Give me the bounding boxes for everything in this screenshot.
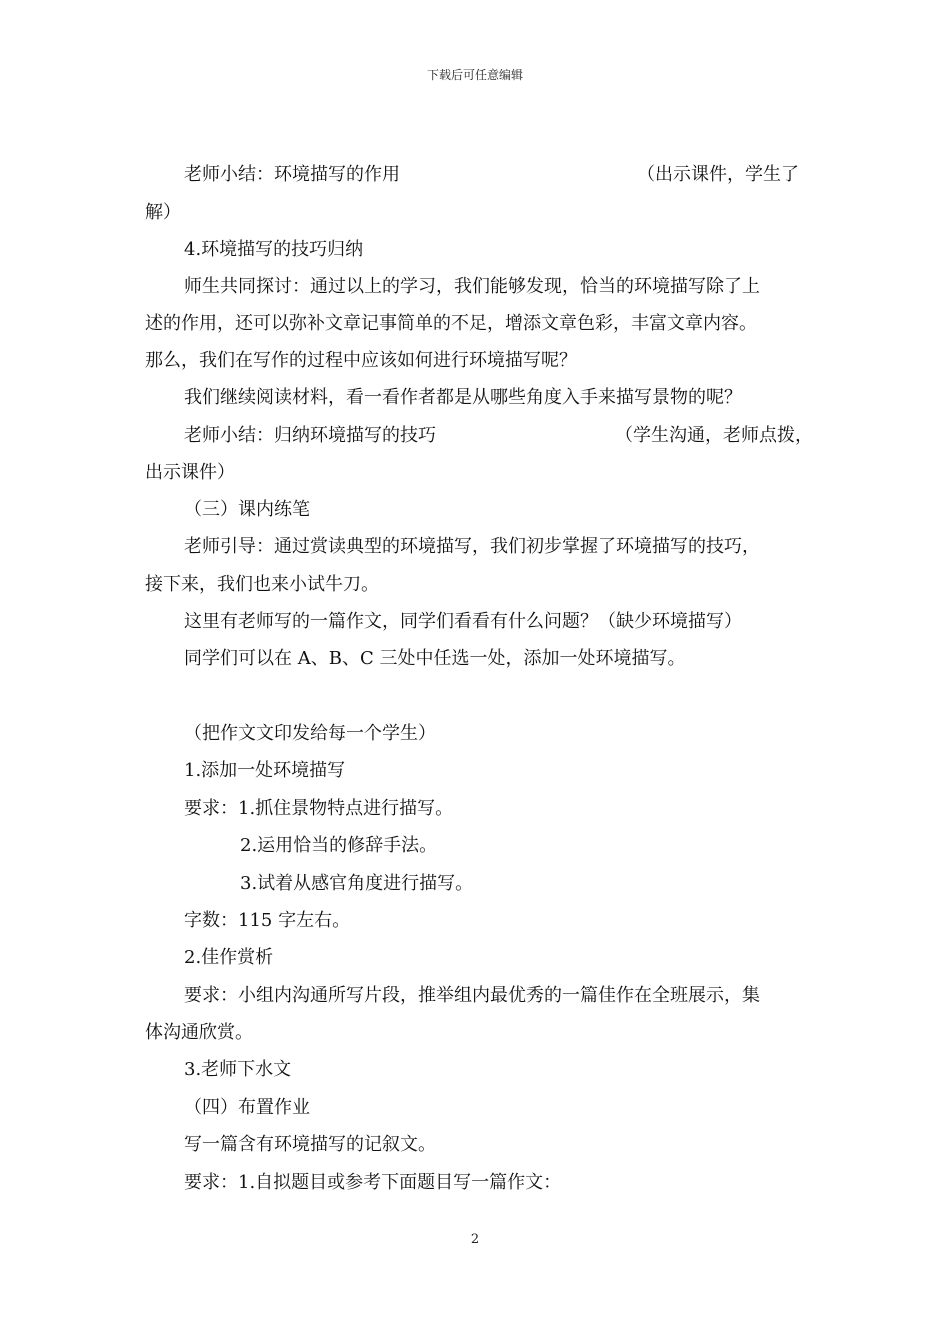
discussion-paragraph-line-3: 那么，我们在写作的过程中应该如何进行环境描写呢？	[145, 350, 577, 371]
task-1-requirement-2: 2.运用恰当的修辞手法。	[240, 835, 438, 856]
distribute-note: （把作文文印发给每一个学生）	[184, 723, 436, 744]
page-header: 下载后可任意编辑	[426, 68, 523, 82]
essay-question: 这里有老师写的一篇作文，同学们看看有什么问题？（缺少环境描写）	[184, 611, 742, 632]
summary-2-note: （学生沟通，老师点拨，	[615, 425, 813, 446]
section-4-homework-title: （四）布置作业	[184, 1097, 310, 1118]
summary-1-continuation: 解）	[145, 202, 181, 223]
summary-1-main: 老师小结：环境描写的作用	[184, 164, 400, 185]
reading-instruction: 我们继续阅读材料，看一看作者都是从哪些角度入手来描写景物的呢？	[184, 387, 742, 408]
section-4-title: 4.环境描写的技巧归纳	[184, 239, 364, 260]
teacher-guide-line-1: 老师引导：通过赏读典型的环境描写，我们初步掌握了环境描写的技巧，	[184, 536, 760, 557]
task-2-title: 2.佳作赏析	[184, 947, 274, 968]
summary-1-note: （出示课件，学生了	[637, 164, 799, 185]
teacher-guide-line-2: 接下来，我们也来小试牛刀。	[145, 574, 379, 595]
discussion-paragraph-line-2: 述的作用，还可以弥补文章记事简单的不足，增添文章色彩，丰富文章内容。	[145, 313, 757, 334]
word-count: 字数：115 字左右。	[184, 910, 351, 931]
summary-2-continuation: 出示课件）	[145, 462, 235, 483]
choose-location-instruction: 同学们可以在 A、B、C 三处中任选一处，添加一处环境描写。	[184, 648, 686, 669]
task-2-requirement-line-2: 体沟通欣赏。	[145, 1022, 253, 1043]
task-2-requirement-line-1: 要求：小组内沟通所写片段，推举组内最优秀的一篇佳作在全班展示，集	[184, 985, 760, 1006]
task-3-title: 3.老师下水文	[184, 1059, 292, 1080]
page-number: 2	[470, 1232, 480, 1247]
task-1-requirement-1: 要求：1.抓住景物特点进行描写。	[184, 798, 454, 819]
homework-requirement: 要求：1.自拟题目或参考下面题目写一篇作文：	[184, 1172, 562, 1193]
summary-2-main: 老师小结：归纳环境描写的技巧	[184, 425, 436, 446]
task-1-title: 1.添加一处环境描写	[184, 760, 346, 781]
discussion-paragraph-line-1: 师生共同探讨：通过以上的学习，我们能够发现，恰当的环境描写除了上	[184, 276, 760, 297]
section-3-title: （三）课内练笔	[184, 499, 310, 520]
homework-instruction: 写一篇含有环境描写的记叙文。	[184, 1134, 436, 1155]
task-1-requirement-3: 3.试着从感官角度进行描写。	[240, 873, 474, 894]
